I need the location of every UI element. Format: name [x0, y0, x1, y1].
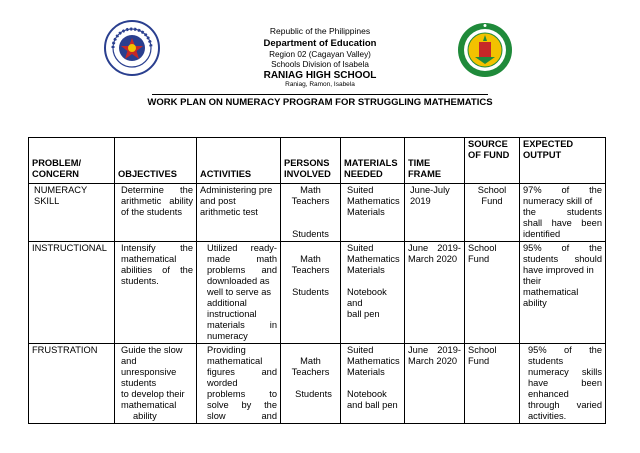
- table-row: [29, 184, 606, 242]
- fund-cell: School Fund: [465, 344, 520, 424]
- expected-output-cell: 95% of the students should have improved in their mathematical ability: [520, 242, 606, 344]
- materials-cell: Suited Mathematics Materials Notebook and ball pen: [341, 344, 405, 424]
- school-seal-logo: [457, 22, 513, 78]
- header-activities: ACTIVITIES: [197, 138, 281, 184]
- work-plan-title: WORK PLAN ON NUMERACY PROGRAM FOR STRUGGLING MATHEMATICS: [147, 97, 493, 108]
- region-line: Region 02 (Cagayan Valley): [269, 50, 371, 59]
- table-header-row: [29, 138, 606, 184]
- persons-cell: Math Teachers Students: [281, 184, 341, 242]
- deped-seal-logo: [104, 20, 160, 76]
- time-frame-cell: June-July 2019: [405, 184, 465, 242]
- problem-cell: INSTRUCTIONAL: [29, 242, 115, 344]
- header-persons: PERSONS INVOLVED: [281, 138, 341, 184]
- header-materials: MATERIALS NEEDED: [341, 138, 405, 184]
- header-source-of-fund: SOURCE OF FUND: [465, 138, 520, 184]
- fund-cell: School Fund: [465, 242, 520, 344]
- activities-cell: Administering pre and post arithmetic test: [197, 184, 281, 242]
- department-line: Department of Education: [263, 38, 377, 49]
- header-problem: PROBLEM/ CONCERN: [29, 138, 115, 184]
- letterhead: [180, 0, 460, 94]
- problem-cell: NUMERACY SKILL: [29, 184, 115, 242]
- division-line: Schools Division of Isabela: [271, 60, 369, 69]
- fund-cell: School Fund: [465, 184, 520, 242]
- header-objectives: OBJECTIVES: [115, 138, 197, 184]
- work-plan-table: [28, 137, 606, 424]
- objectives-cell: Determine the arithmetic ability of the students: [115, 184, 197, 242]
- materials-cell: Suited Mathematics Materials: [341, 184, 405, 242]
- problem-cell: FRUSTRATION: [29, 344, 115, 424]
- header-divider: [152, 94, 488, 95]
- expected-output-cell: 95% of the students numeracy skills have been enhanced through varied activities.: [520, 344, 606, 424]
- table-row: [29, 242, 606, 344]
- materials-cell: Suited Mathematics Materials Notebook and ball pen: [341, 242, 405, 344]
- school-name: RANIAG HIGH SCHOOL: [263, 70, 377, 81]
- school-address: Raniag, Ramon, Isabela: [285, 81, 355, 88]
- persons-cell: Math Teachers Students: [281, 344, 341, 424]
- header-expected-output: EXPECTED OUTPUT: [520, 138, 606, 184]
- activities-cell: Utilized ready- made math problems and downloaded as well to serve as additional instructional materials in numeracy: [197, 242, 281, 344]
- time-frame-cell: June 2019- March 2020: [405, 242, 465, 344]
- objectives-cell: Guide the slow and unresponsive students to develop their mathematical ability: [115, 344, 197, 424]
- table-row: [29, 344, 606, 424]
- header-time-frame: TIME FRAME: [405, 138, 465, 184]
- persons-cell: Math Teachers Students: [281, 242, 341, 344]
- objectives-cell: Intensify the mathematical abilities of the students.: [115, 242, 197, 344]
- activities-cell: Providing mathematical figures and worded problems to solve by the slow and: [197, 344, 281, 424]
- expected-output-cell: 97% of the numeracy skill of the students shall have been identified: [520, 184, 606, 242]
- time-frame-cell: June 2019- March 2020: [405, 344, 465, 424]
- republic-line: Republic of the Philippines: [269, 26, 371, 36]
